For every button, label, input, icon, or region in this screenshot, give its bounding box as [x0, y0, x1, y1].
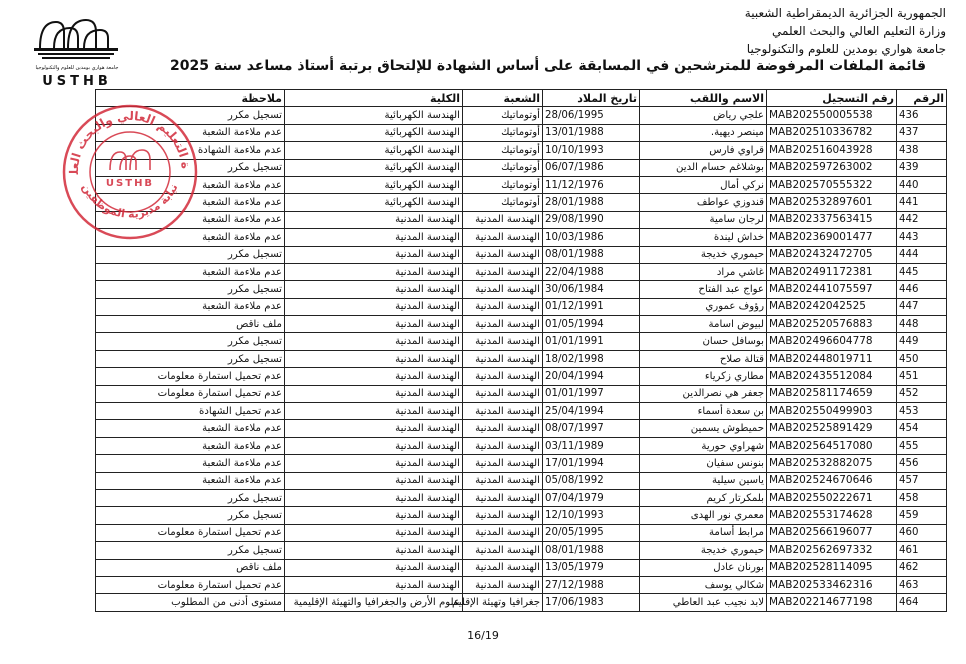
usthb-logo-icon: [20, 8, 135, 88]
cell-birthdate: 30/06/1984: [543, 281, 640, 298]
cell-birthdate: 01/12/1991: [543, 298, 640, 315]
republic-name: الجمهورية الجزائرية الديمقراطية الشعبية: [744, 6, 946, 20]
cell-number: 463: [897, 576, 947, 593]
cell-birthdate: 28/01/1988: [543, 194, 640, 211]
cell-number: 448: [897, 316, 947, 333]
cell-name: مطاري زكرياء: [640, 368, 767, 385]
cell-specialty: أوتوماتيك: [463, 159, 543, 176]
ministry-name: وزارة التعليم العالي والبحث العلمي: [772, 24, 946, 38]
cell-number: 446: [897, 281, 947, 298]
cell-specialty: الهندسة المدنية: [463, 576, 543, 593]
table-row: [96, 263, 947, 280]
table-row: [96, 455, 947, 472]
cell-registration: MAB202581174659: [767, 385, 897, 402]
cell-registration: MAB202491172381: [767, 263, 897, 280]
table-row: [96, 124, 947, 141]
cell-specialty: الهندسة المدنية: [463, 455, 543, 472]
cell-note: عدم ملاءمة الشعبة: [96, 298, 285, 315]
table-header-row: [96, 90, 947, 107]
cell-number: 436: [897, 107, 947, 124]
cell-faculty: الهندسة الكهربائية: [285, 124, 463, 141]
cell-faculty: الهندسة المدنية: [285, 368, 463, 385]
cell-number: 453: [897, 403, 947, 420]
cell-faculty: الهندسة المدنية: [285, 229, 463, 246]
cell-faculty: الهندسة المدنية: [285, 298, 463, 315]
table-row: [96, 472, 947, 489]
cell-registration: MAB202550499903: [767, 403, 897, 420]
cell-number: 464: [897, 594, 947, 611]
cell-birthdate: 22/04/1988: [543, 263, 640, 280]
cell-registration: MAB202528114095: [767, 559, 897, 576]
cell-number: 451: [897, 368, 947, 385]
cell-specialty: الهندسة المدنية: [463, 403, 543, 420]
cell-note: مستوى أدنى من المطلوب: [96, 594, 285, 611]
cell-number: 440: [897, 176, 947, 193]
cell-name: بوشلاغم حسام الدين: [640, 159, 767, 176]
cell-note: عدم تحميل الشهادة: [96, 403, 285, 420]
cell-faculty: الهندسة المدنية: [285, 333, 463, 350]
cell-name: جعفر هي نصرالدين: [640, 385, 767, 402]
column-header-number: الرقم: [897, 90, 947, 107]
cell-birthdate: 20/05/1995: [543, 524, 640, 541]
cell-number: 460: [897, 524, 947, 541]
cell-registration: MAB202435512084: [767, 368, 897, 385]
cell-faculty: الهندسة المدنية: [285, 403, 463, 420]
cell-birthdate: 03/11/1989: [543, 437, 640, 454]
cell-specialty: الهندسة المدنية: [463, 524, 543, 541]
cell-faculty: الهندسة المدنية: [285, 524, 463, 541]
cell-registration: MAB202369001477: [767, 229, 897, 246]
cell-name: رؤوف عموري: [640, 298, 767, 315]
cell-birthdate: 13/05/1979: [543, 559, 640, 576]
cell-note: تسجيل مكرر: [96, 489, 285, 506]
cell-note: تسجيل مكرر: [96, 350, 285, 367]
table-row: [96, 246, 947, 263]
cell-specialty: الهندسة المدنية: [463, 263, 543, 280]
cell-name: حميطوش يسمين: [640, 420, 767, 437]
letterhead: [346, 4, 946, 58]
cell-birthdate: 10/03/1986: [543, 229, 640, 246]
table-row: [96, 489, 947, 506]
cell-birthdate: 20/04/1994: [543, 368, 640, 385]
cell-name: مرابط أسامة: [640, 524, 767, 541]
cell-note: تسجيل مكرر: [96, 107, 285, 124]
cell-specialty: أوتوماتيك: [463, 107, 543, 124]
rejected-files-table: [95, 89, 947, 612]
column-header-name: الاسم واللقب: [640, 90, 767, 107]
cell-birthdate: 28/06/1995: [543, 107, 640, 124]
table-row: [96, 576, 947, 593]
cell-birthdate: 01/05/1994: [543, 316, 640, 333]
cell-registration: MAB202550005538: [767, 107, 897, 124]
cell-registration: MAB202448019711: [767, 350, 897, 367]
cell-specialty: الهندسة المدنية: [463, 559, 543, 576]
cell-faculty: الهندسة المدنية: [285, 246, 463, 263]
column-header-note: ملاحظة: [96, 90, 285, 107]
cell-registration: MAB202496604778: [767, 333, 897, 350]
table-row: [96, 594, 947, 611]
cell-registration: MAB202441075597: [767, 281, 897, 298]
official-stamp: [58, 100, 203, 245]
stamp-seal-icon: [58, 100, 203, 245]
cell-specialty: أوتوماتيك: [463, 176, 543, 193]
cell-number: 439: [897, 159, 947, 176]
cell-registration: MAB202597263002: [767, 159, 897, 176]
cell-faculty: الهندسة المدنية: [285, 350, 463, 367]
cell-specialty: الهندسة المدنية: [463, 437, 543, 454]
table-row: [96, 107, 947, 124]
cell-number: 461: [897, 542, 947, 559]
cell-faculty: الهندسة الكهربائية: [285, 194, 463, 211]
cell-specialty: الهندسة المدنية: [463, 350, 543, 367]
cell-number: 456: [897, 455, 947, 472]
cell-name: بلمكرتار كريم: [640, 489, 767, 506]
cell-faculty: الهندسة المدنية: [285, 507, 463, 524]
cell-name: شهراوي حورية: [640, 437, 767, 454]
cell-birthdate: 17/01/1994: [543, 455, 640, 472]
cell-registration: MAB202532882075: [767, 455, 897, 472]
table-row: [96, 350, 947, 367]
cell-registration: MAB202525891429: [767, 420, 897, 437]
cell-registration: MAB202562697332: [767, 542, 897, 559]
cell-specialty: الهندسة المدنية: [463, 472, 543, 489]
cell-registration: MAB202533462316: [767, 576, 897, 593]
cell-name: بوسافل حسان: [640, 333, 767, 350]
cell-specialty: الهندسة المدنية: [463, 316, 543, 333]
records-table-wrapper: [95, 89, 946, 612]
cell-registration: MAB202553174628: [767, 507, 897, 524]
page-number: 16/19: [467, 629, 499, 642]
cell-name: عواج عبد الفتاح: [640, 281, 767, 298]
cell-note: ملف ناقص: [96, 559, 285, 576]
cell-number: 454: [897, 420, 947, 437]
cell-birthdate: 18/02/1998: [543, 350, 640, 367]
cell-name: غاشي مراد: [640, 263, 767, 280]
cell-birthdate: 25/04/1994: [543, 403, 640, 420]
column-header-registration: رقم التسجيل: [767, 90, 897, 107]
column-header-birthdate: تاريخ الملاد: [543, 90, 640, 107]
cell-birthdate: 08/01/1988: [543, 542, 640, 559]
cell-note: عدم ملاءمة الشعبة: [96, 176, 285, 193]
university-name: جامعة هواري بومدين للعلوم والتكنولوجيا: [746, 42, 946, 56]
cell-note: عدم ملاءمة الشعبة: [96, 229, 285, 246]
cell-note: عدم ملاءمة الشعبة: [96, 194, 285, 211]
cell-number: 447: [897, 298, 947, 315]
cell-registration: MAB202214677198: [767, 594, 897, 611]
cell-specialty: الهندسة المدنية: [463, 542, 543, 559]
table-row: [96, 420, 947, 437]
cell-name: قندوزي عواطف: [640, 194, 767, 211]
cell-birthdate: 13/01/1988: [543, 124, 640, 141]
cell-birthdate: 05/08/1992: [543, 472, 640, 489]
cell-name: علجي رياض: [640, 107, 767, 124]
cell-specialty: الهندسة المدنية: [463, 333, 543, 350]
cell-number: 438: [897, 142, 947, 159]
cell-note: ملف ناقص: [96, 316, 285, 333]
cell-name: قراوي فارس: [640, 142, 767, 159]
cell-registration: MAB202337563415: [767, 211, 897, 228]
document-title: قائمة الملفات المرفوضة للمترشحين في المسابقة على أساس الشهادة للإلتحاق برتبة أستاذ مساعد سنة 2025: [170, 58, 926, 74]
cell-number: 441: [897, 194, 947, 211]
table-row: [96, 176, 947, 193]
cell-number: 443: [897, 229, 947, 246]
cell-specialty: جغرافيا وتهيئة الإقليم: [463, 594, 543, 611]
cell-number: 442: [897, 211, 947, 228]
cell-note: عدم ملاءمة الشعبة: [96, 124, 285, 141]
cell-registration: MAB20242042525: [767, 298, 897, 315]
cell-name: حيموري خديجة: [640, 542, 767, 559]
cell-specialty: الهندسة المدنية: [463, 385, 543, 402]
cell-faculty: الهندسة الكهربائية: [285, 107, 463, 124]
cell-number: 450: [897, 350, 947, 367]
cell-faculty: الهندسة المدنية: [285, 559, 463, 576]
table-row: [96, 298, 947, 315]
cell-faculty: الهندسة المدنية: [285, 385, 463, 402]
cell-specialty: أوتوماتيك: [463, 124, 543, 141]
cell-note: تسجيل مكرر: [96, 542, 285, 559]
table-row: [96, 385, 947, 402]
cell-registration: MAB202510336782: [767, 124, 897, 141]
cell-number: 444: [897, 246, 947, 263]
table-row: [96, 403, 947, 420]
cell-birthdate: 10/10/1993: [543, 142, 640, 159]
cell-faculty: الهندسة المدنية: [285, 472, 463, 489]
cell-faculty: الهندسة المدنية: [285, 281, 463, 298]
stamp-outer-text: ة التعليم العالي والبحث العل: [66, 108, 193, 175]
cell-birthdate: 01/01/1997: [543, 385, 640, 402]
cell-specialty: أوتوماتيك: [463, 194, 543, 211]
cell-registration: MAB202432472705: [767, 246, 897, 263]
cell-birthdate: 29/08/1990: [543, 211, 640, 228]
cell-birthdate: 01/01/1991: [543, 333, 640, 350]
cell-specialty: الهندسة المدنية: [463, 420, 543, 437]
table-row: [96, 333, 947, 350]
cell-name: بنونس سفيان: [640, 455, 767, 472]
cell-specialty: الهندسة المدنية: [463, 298, 543, 315]
table-row: [96, 159, 947, 176]
cell-note: عدم ملاءمة الشهادة: [96, 142, 285, 159]
cell-faculty: الهندسة المدنية: [285, 455, 463, 472]
table-row: [96, 281, 947, 298]
cell-birthdate: 27/12/1988: [543, 576, 640, 593]
cell-birthdate: 11/12/1976: [543, 176, 640, 193]
cell-note: عدم تحميل استمارة معلومات: [96, 368, 285, 385]
cell-name: قتالة صلاح: [640, 350, 767, 367]
cell-faculty: الهندسة المدنية: [285, 263, 463, 280]
cell-faculty: الهندسة المدنية: [285, 437, 463, 454]
cell-name: بن سعدة أسماء: [640, 403, 767, 420]
cell-registration: MAB202564517080: [767, 437, 897, 454]
cell-faculty: الهندسة المدنية: [285, 420, 463, 437]
cell-note: تسجيل مكرر: [96, 159, 285, 176]
cell-birthdate: 17/06/1983: [543, 594, 640, 611]
cell-faculty: الهندسة المدنية: [285, 542, 463, 559]
cell-specialty: الهندسة المدنية: [463, 507, 543, 524]
cell-birthdate: 06/07/1986: [543, 159, 640, 176]
cell-registration: MAB202516043928: [767, 142, 897, 159]
usthb-logo: [20, 8, 135, 88]
cell-number: 445: [897, 263, 947, 280]
cell-birthdate: 07/04/1979: [543, 489, 640, 506]
cell-name: شكالي يوسف: [640, 576, 767, 593]
cell-birthdate: 08/01/1988: [543, 246, 640, 263]
cell-number: 457: [897, 472, 947, 489]
cell-note: عدم ملاءمة الشعبة: [96, 420, 285, 437]
table-row: [96, 316, 947, 333]
table-row: [96, 229, 947, 246]
stamp-bottom-text: نيابة مديرية الموظفين: [79, 181, 181, 221]
cell-number: 449: [897, 333, 947, 350]
table-row: [96, 437, 947, 454]
cell-note: عدم تحميل استمارة معلومات: [96, 385, 285, 402]
table-row: [96, 211, 947, 228]
cell-faculty: الهندسة الكهربائية: [285, 159, 463, 176]
cell-note: عدم ملاءمة الشعبة: [96, 263, 285, 280]
cell-specialty: الهندسة المدنية: [463, 368, 543, 385]
cell-faculty: علوم الأرض والجغرافيا والتهيئة الإقليمية: [285, 594, 463, 611]
cell-specialty: الهندسة المدنية: [463, 489, 543, 506]
table-body: [96, 107, 947, 611]
cell-specialty: الهندسة المدنية: [463, 246, 543, 263]
cell-note: عدم ملاءمة الشعبة: [96, 437, 285, 454]
cell-number: 455: [897, 437, 947, 454]
table-row: [96, 142, 947, 159]
table-row: [96, 542, 947, 559]
table-row: [96, 507, 947, 524]
cell-registration: MAB202520576883: [767, 316, 897, 333]
table-row: [96, 559, 947, 576]
cell-note: تسجيل مكرر: [96, 246, 285, 263]
cell-faculty: الهندسة المدنية: [285, 211, 463, 228]
cell-specialty: أوتوماتيك: [463, 142, 543, 159]
cell-note: تسجيل مكرر: [96, 281, 285, 298]
cell-name: لرجان سامية: [640, 211, 767, 228]
cell-number: 452: [897, 385, 947, 402]
cell-note: عدم تحميل استمارة معلومات: [96, 524, 285, 541]
cell-note: عدم ملاءمة الشعبة: [96, 455, 285, 472]
column-header-faculty: الكلية: [285, 90, 463, 107]
logo-caption: جامعة هواري بومدين للعلوم والتكنولوجيا: [35, 65, 119, 71]
table-row: [96, 368, 947, 385]
cell-number: 462: [897, 559, 947, 576]
cell-name: نركي أمال: [640, 176, 767, 193]
cell-number: 437: [897, 124, 947, 141]
cell-name: معمري نور الهدى: [640, 507, 767, 524]
cell-birthdate: 12/10/1993: [543, 507, 640, 524]
cell-registration: MAB202550222671: [767, 489, 897, 506]
table-row: [96, 194, 947, 211]
cell-name: بورنان عادل: [640, 559, 767, 576]
table-row: [96, 524, 947, 541]
cell-registration: MAB202570555322: [767, 176, 897, 193]
cell-faculty: الهندسة المدنية: [285, 489, 463, 506]
cell-note: عدم ملاءمة الشعبة: [96, 472, 285, 489]
cell-note: تسجيل مكرر: [96, 333, 285, 350]
cell-registration: MAB202524670646: [767, 472, 897, 489]
cell-name: لبيوض اسامة: [640, 316, 767, 333]
stamp-inner-text: USTHB: [105, 178, 155, 189]
logo-abbr: USTHB: [42, 74, 112, 89]
cell-faculty: الهندسة الكهربائية: [285, 176, 463, 193]
cell-name: خداش ليندة: [640, 229, 767, 246]
cell-faculty: الهندسة الكهربائية: [285, 142, 463, 159]
column-header-specialty: الشعبة: [463, 90, 543, 107]
cell-name: مينصر ديهية.: [640, 124, 767, 141]
cell-number: 459: [897, 507, 947, 524]
cell-registration: MAB202532897601: [767, 194, 897, 211]
cell-faculty: الهندسة المدنية: [285, 576, 463, 593]
cell-note: عدم ملاءمة الشعبة: [96, 211, 285, 228]
cell-specialty: الهندسة المدنية: [463, 211, 543, 228]
cell-specialty: الهندسة المدنية: [463, 281, 543, 298]
cell-number: 458: [897, 489, 947, 506]
cell-note: تسجيل مكرر: [96, 507, 285, 524]
cell-note: عدم تحميل استمارة معلومات: [96, 576, 285, 593]
cell-specialty: الهندسة المدنية: [463, 229, 543, 246]
cell-faculty: الهندسة المدنية: [285, 316, 463, 333]
cell-name: لابد نجيب عبد العاطي: [640, 594, 767, 611]
cell-registration: MAB202566196077: [767, 524, 897, 541]
cell-birthdate: 08/07/1997: [543, 420, 640, 437]
cell-name: حيموري خديجة: [640, 246, 767, 263]
cell-name: ياسين سيلية: [640, 472, 767, 489]
